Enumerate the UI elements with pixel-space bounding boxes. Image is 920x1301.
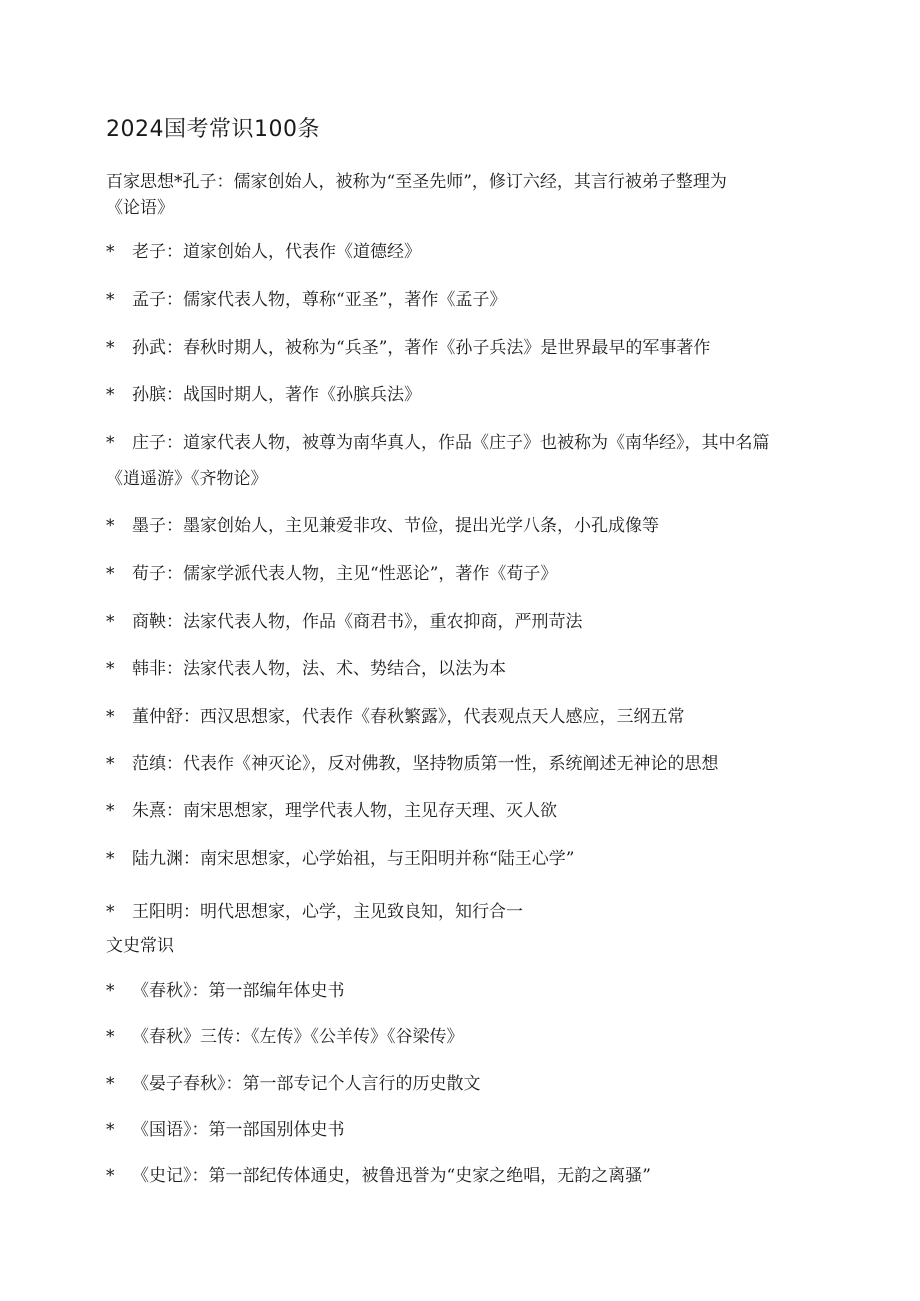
- list-item: [106, 514, 659, 538]
- bullet-mark: *: [106, 1027, 115, 1047]
- list-item: [106, 562, 557, 586]
- list-item: [106, 383, 421, 407]
- list-item: [106, 1072, 481, 1096]
- list-item-text: 孙膑：战国时期人，著作《孙膑兵法》: [132, 385, 421, 405]
- list-item: [106, 288, 506, 312]
- bullet-mark: *: [106, 981, 115, 1001]
- list-item-text: 孙武：春秋时期人，被称为“兵圣”，著作《孙子兵法》是世界最早的军事著作: [132, 338, 711, 358]
- bullet-mark: *: [106, 1166, 115, 1186]
- list-item: [106, 1025, 464, 1049]
- list-item-text: 商鞅：法家代表人物，作品《商君书》，重农抑商，严刑苛法: [132, 612, 583, 632]
- list-item-text: 庄子：道家代表人物，被尊为南华真人，作品《庄子》也被称为《南华经》，其中名篇: [132, 433, 770, 453]
- bullet-mark: *: [106, 1120, 115, 1140]
- intro-line: 百家思想*孔子：儒家创始人，被称为“至圣先师”，修订六经，其言行被弟子整理为: [106, 172, 727, 192]
- list-item: [106, 1164, 651, 1188]
- list-item: [106, 240, 421, 264]
- list-item-text: 老子：道家创始人，代表作《道德经》: [132, 242, 421, 262]
- bullet-mark: *: [106, 754, 115, 774]
- section-heading: 文史常识: [106, 936, 174, 956]
- bullet-mark: *: [106, 801, 115, 821]
- list-item-text: 《春秋》：第一部编年体史书: [132, 981, 345, 1001]
- bullet-mark: *: [106, 612, 115, 632]
- list-item-text: 韩非：法家代表人物，法、术、势结合，以法为本: [132, 659, 506, 679]
- list-item-text: 孟子：儒家代表人物，尊称“亚圣”，著作《孟子》: [132, 290, 507, 310]
- list-item: [106, 1118, 345, 1142]
- list-item: [106, 657, 506, 681]
- list-item-text: 《春秋》三传：《左传》《公羊传》《谷梁传》: [132, 1027, 464, 1047]
- list-item-text: 范缜：代表作《神灭论》，反对佛教，坚持物质第一性，系统阐述无神论的思想: [132, 754, 719, 774]
- list-item-continuation: 《逍遥游》《齐物论》: [106, 469, 268, 489]
- list-item-text: 《国语》：第一部国别体史书: [132, 1120, 345, 1140]
- bullet-mark: *: [106, 242, 115, 262]
- list-item: [106, 752, 719, 776]
- list-item: [106, 847, 574, 871]
- list-item-text: 陆九渊：南宋思想家，心学始祖，与王阳明并称“陆王心学”: [132, 849, 575, 869]
- list-item-text: 《晏子春秋》：第一部专记个人言行的历史散文: [132, 1074, 481, 1094]
- bullet-mark: *: [106, 338, 115, 358]
- bullet-mark: *: [106, 1074, 115, 1094]
- intro-continuation: 《论语》: [106, 198, 174, 218]
- bullet-mark: *: [106, 564, 115, 584]
- list-item: [106, 799, 557, 823]
- bullet-mark: *: [106, 385, 115, 405]
- bullet-mark: *: [106, 707, 115, 727]
- bullet-mark: *: [106, 433, 115, 453]
- bullet-mark: *: [106, 659, 115, 679]
- list-item-text: 朱熹：南宋思想家，理学代表人物，主见存天理、灭人欲: [132, 801, 557, 821]
- list-item: [106, 705, 685, 729]
- list-item-text: 《史记》：第一部纪传体通史，被鲁迅誉为“史家之绝唱，无韵之离骚”: [132, 1166, 651, 1186]
- list-item: [106, 610, 583, 634]
- bullet-mark: *: [106, 290, 115, 310]
- list-item: [106, 900, 523, 924]
- list-item-text: 墨子：墨家创始人，主见兼爱非攻、节俭，提出光学八条，小孔成像等: [132, 516, 659, 536]
- bullet-mark: *: [106, 902, 115, 922]
- list-item: [106, 431, 770, 455]
- bullet-mark: *: [106, 849, 115, 869]
- list-item: [106, 979, 345, 1003]
- list-item-text: 王阳明：明代思想家，心学，主见致良知，知行合一: [132, 902, 523, 922]
- bullet-mark: *: [106, 516, 115, 536]
- list-item: [106, 336, 710, 360]
- document-title: 2024国考常识100条: [106, 117, 320, 142]
- list-item-text: 荀子：儒家学派代表人物，主见“性恶论”，著作《荀子》: [132, 564, 558, 584]
- list-item-text: 董仲舒：西汉思想家，代表作《春秋繁露》，代表观点天人感应，三纲五常: [132, 707, 685, 727]
